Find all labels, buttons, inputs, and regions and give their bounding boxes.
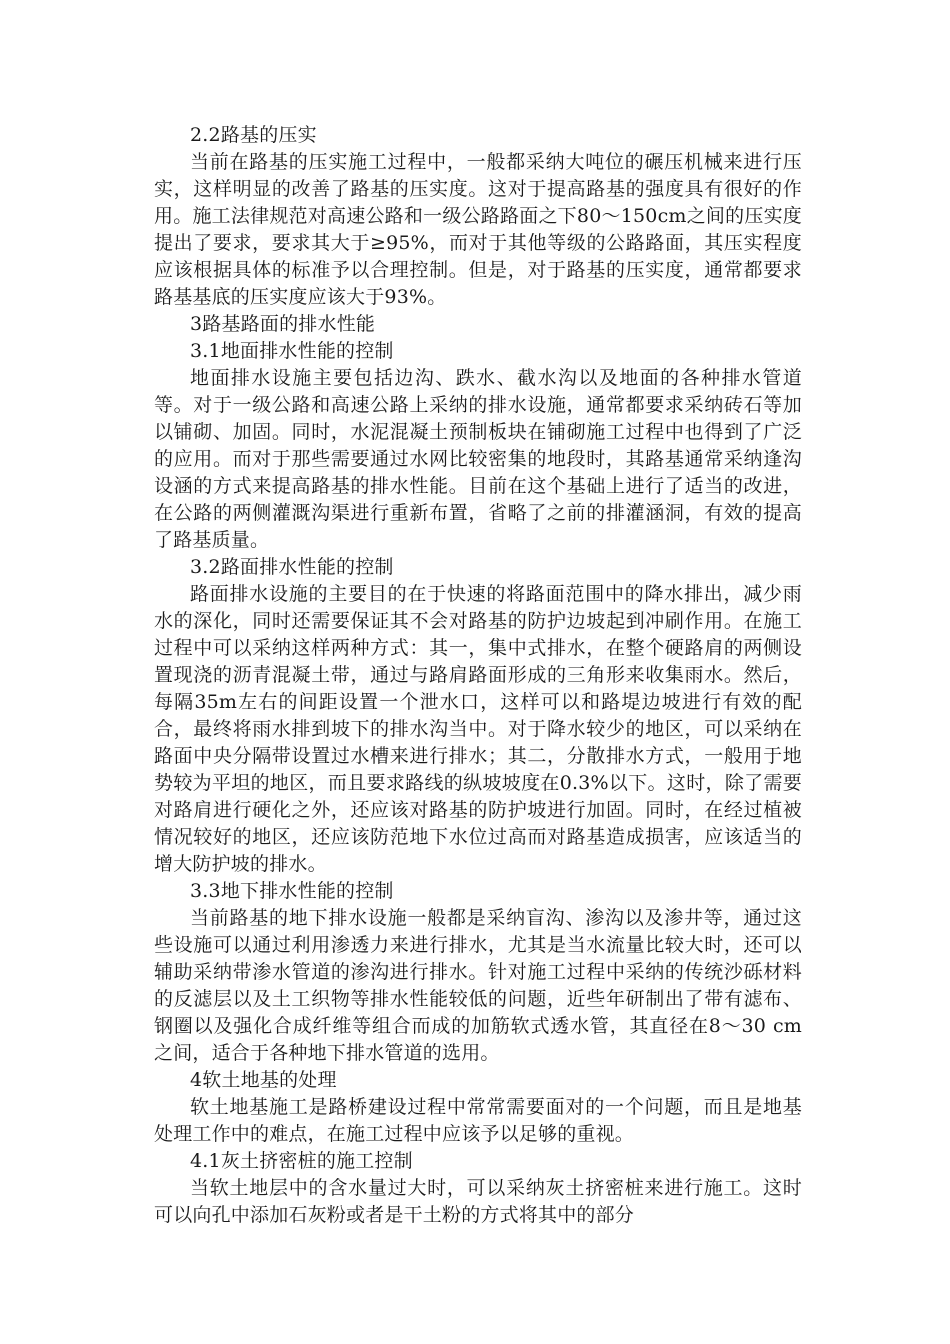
section-heading-3-2: 3.2路面排水性能的控制	[190, 556, 394, 578]
section-heading-3-1: 3.1地面排水性能的控制	[190, 340, 394, 362]
paragraph: 软土地基施工是路桥建设过程中常常需要面对的一个问题，而且是地基处理工作中的难点，在施工过程中应该予以足够的重视。	[154, 1096, 802, 1145]
section-heading-4: 4软土地基的处理	[190, 1069, 337, 1091]
paragraph: 当软土地层中的含水量过大时，可以采纳灰土挤密桩来进行施工。这时可以向孔中添加石灰粉或者是干土粉的方式将其中的部分	[154, 1177, 802, 1226]
section-heading-3-3: 3.3地下排水性能的控制	[190, 880, 394, 902]
section-heading-3: 3路基路面的排水性能	[190, 313, 376, 335]
paragraph: 当前路基的地下排水设施一般都是采纳盲沟、渗沟以及渗井等，通过这些设施可以通过利用渗透力来进行排水，尤其是当水流量比较大时，还可以辅助采纳带渗水管道的渗沟进行排水。针对施工过程中采纳的传统沙砾材料的反滤层以及土工织物等排水性能较低的问题，近些年研制出了带有滤布、钢圈以及强化合成纤维等组合而成的加筋软式透水管，其直径在8～30 cm之间，适合于各种地下排水管道的选用。	[154, 907, 802, 1064]
paragraph: 路面排水设施的主要目的在于快速的将路面范围中的降水排出，减少雨水的深化，同时还需要保证其不会对路基的防护边坡起到冲刷作用。在施工过程中可以采纳这样两种方式：其一，集中式排水，在整个硬路肩的两侧设置现浇的沥青混凝土带，通过与路肩路面形成的三角形来收集雨水。然后，每隔35m左右的间距设置一个泄水口，这样可以和路堤边坡进行有效的配合，最终将雨水排到坡下的排水沟当中。对于降水较少的地区，可以采纳在路面中央分隔带设置过水槽来进行排水；其二，分散排水方式，一般用于地势较为平坦的地区，而且要求路线的纵坡坡度在0.3%以下。这时，除了需要对路肩进行硬化之外，还应该对路基的防护坡进行加固。同时，在经过植被情况较好的地区，还应该防范地下水位过高而对路基造成损害，应该适当的增大防护坡的排水。	[154, 583, 802, 875]
section-heading-4-1: 4.1灰土挤密桩的施工控制	[190, 1150, 413, 1172]
section-heading-2-2: 2.2路基的压实	[190, 124, 317, 146]
paragraph: 地面排水设施主要包括边沟、跌水、截水沟以及地面的各种排水管道等。对于一级公路和高速公路上采纳的排水设施，通常都要求采纳砖石等加以铺砌、加固。同时，水泥混凝土预制板块在铺砌施工过程中也得到了广泛的应用。而对于那些需要通过水网比较密集的地段时，其路基通常采纳逢沟设涵的方式来提高路基的排水性能。目前在这个基础上进行了适当的改进，在公路的两侧灌溉沟渠进行重新布置，省略了之前的排灌涵洞，有效的提高了路基质量。	[154, 367, 802, 551]
paragraph: 当前在路基的压实施工过程中，一般都采纳大吨位的碾压机械来进行压实，这样明显的改善了路基的压实度。这对于提高路基的强度具有很好的作用。施工法律规范对高速公路和一级公路路面之下80～150cm之间的压实度提出了要求，要求其大于≥95%，而对于其他等级的公路路面，其压实程度应该根据具体的标准予以合理控制。但是，对于路基的压实度，通常都要求路基基底的压实度应该大于93%。	[154, 151, 802, 308]
document-body	[154, 122, 802, 1229]
